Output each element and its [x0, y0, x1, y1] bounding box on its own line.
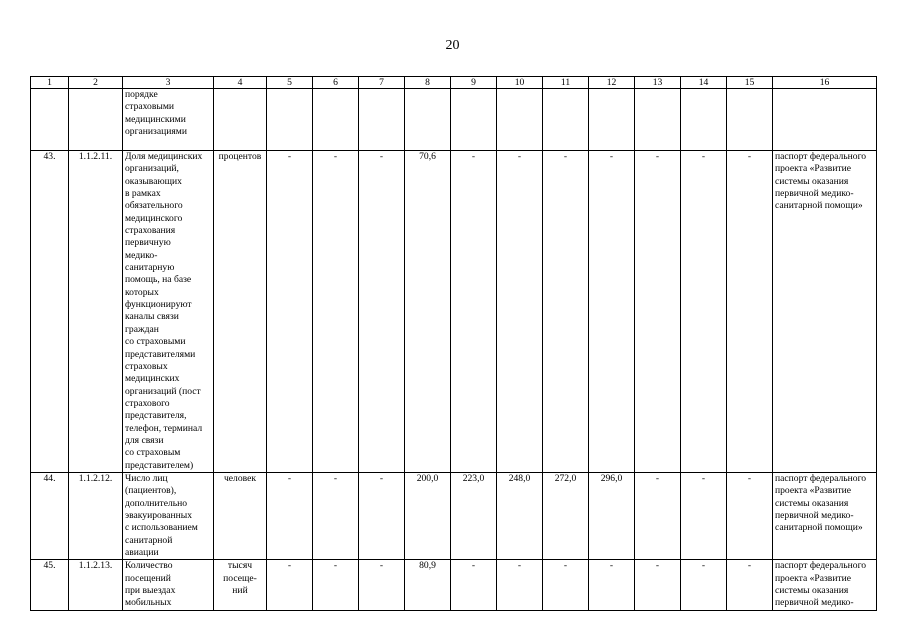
indicator-code-cell: 1.1.2.13.	[69, 560, 123, 610]
row-number-cell: 44.	[31, 473, 69, 560]
unit-cell	[214, 89, 267, 151]
value-cell: 223,0	[451, 473, 497, 560]
indicator-name-cell: Число лиц (пациентов), дополнительно эвакуированных с использованием санитарной авиации	[123, 473, 214, 560]
table-row	[31, 560, 877, 610]
header-cell: 4	[214, 77, 267, 89]
value-cell	[405, 89, 451, 151]
value-cell: -	[543, 560, 589, 610]
source-cell: паспорт федерального проекта «Развитие системы оказания первичной медико- санитарной помощи»	[773, 151, 877, 473]
value-cell	[681, 89, 727, 151]
value-cell	[589, 89, 635, 151]
value-cell: -	[727, 560, 773, 610]
value-cell: -	[451, 560, 497, 610]
value-cell: 70,6	[405, 151, 451, 473]
value-cell: 248,0	[497, 473, 543, 560]
value-cell	[727, 89, 773, 151]
source-cell	[773, 89, 877, 151]
value-cell	[359, 89, 405, 151]
value-cell: -	[359, 560, 405, 610]
value-cell: -	[497, 151, 543, 473]
header-cell: 9	[451, 77, 497, 89]
value-cell: -	[313, 473, 359, 560]
header-cell: 8	[405, 77, 451, 89]
value-cell: -	[635, 560, 681, 610]
table-row	[31, 89, 877, 151]
indicator-name-cell: Доля медицинских организаций, оказывающих в рамках обязательного медицинского страхования первичную медико- санитарную помощь, на базе которых функционируют каналы связи граждан со страховыми представителями страховых медицинских организаций (пост страхового представителя, телефон, терминал для связи со страховым представителем)	[123, 151, 214, 473]
page-number: 20	[445, 38, 460, 53]
value-cell: -	[727, 151, 773, 473]
header-cell: 6	[313, 77, 359, 89]
value-cell: -	[635, 473, 681, 560]
indicator-name-cell: порядке страховыми медицинскими организациями	[123, 89, 214, 151]
header-cell: 11	[543, 77, 589, 89]
value-cell: -	[681, 151, 727, 473]
value-cell: 200,0	[405, 473, 451, 560]
value-cell: -	[727, 473, 773, 560]
indicator-code-cell: 1.1.2.11.	[69, 151, 123, 473]
header-row	[31, 77, 877, 89]
indicator-name-cell: Количество посещений при выездах мобильных	[123, 560, 214, 610]
row-number-cell: 43.	[31, 151, 69, 473]
unit-cell: человек	[214, 473, 267, 560]
value-cell: -	[359, 473, 405, 560]
value-cell: -	[451, 151, 497, 473]
indicator-code-cell: 1.1.2.12.	[69, 473, 123, 560]
value-cell	[543, 89, 589, 151]
value-cell: -	[267, 151, 313, 473]
unit-cell: процентов	[214, 151, 267, 473]
source-cell: паспорт федерального проекта «Развитие системы оказания первичной медико- санитарной помощи»	[773, 473, 877, 560]
indicator-code-cell	[69, 89, 123, 151]
value-cell	[313, 89, 359, 151]
value-cell: -	[681, 560, 727, 610]
value-cell: 296,0	[589, 473, 635, 560]
value-cell: -	[589, 151, 635, 473]
header-cell: 12	[589, 77, 635, 89]
header-cell: 1	[31, 77, 69, 89]
value-cell	[267, 89, 313, 151]
header-cell: 7	[359, 77, 405, 89]
header-cell: 2	[69, 77, 123, 89]
value-cell: -	[359, 151, 405, 473]
value-cell: -	[635, 151, 681, 473]
value-cell	[635, 89, 681, 151]
value-cell: -	[681, 473, 727, 560]
unit-cell: тысяч посеще- ний	[214, 560, 267, 610]
indicators-table	[30, 76, 877, 611]
value-cell: 80,9	[405, 560, 451, 610]
value-cell: -	[589, 560, 635, 610]
source-cell: паспорт федерального проекта «Развитие системы оказания первичной медико-	[773, 560, 877, 610]
value-cell	[497, 89, 543, 151]
value-cell: -	[313, 560, 359, 610]
header-cell: 15	[727, 77, 773, 89]
value-cell: 272,0	[543, 473, 589, 560]
header-cell: 14	[681, 77, 727, 89]
header-cell: 16	[773, 77, 877, 89]
value-cell: -	[267, 560, 313, 610]
header-cell: 13	[635, 77, 681, 89]
header-cell: 5	[267, 77, 313, 89]
value-cell: -	[543, 151, 589, 473]
table-row	[31, 473, 877, 560]
value-cell: -	[497, 560, 543, 610]
value-cell: -	[267, 473, 313, 560]
table-row	[31, 151, 877, 473]
header-cell: 10	[497, 77, 543, 89]
value-cell: -	[313, 151, 359, 473]
header-cell: 3	[123, 77, 214, 89]
row-number-cell	[31, 89, 69, 151]
row-number-cell: 45.	[31, 560, 69, 610]
value-cell	[451, 89, 497, 151]
